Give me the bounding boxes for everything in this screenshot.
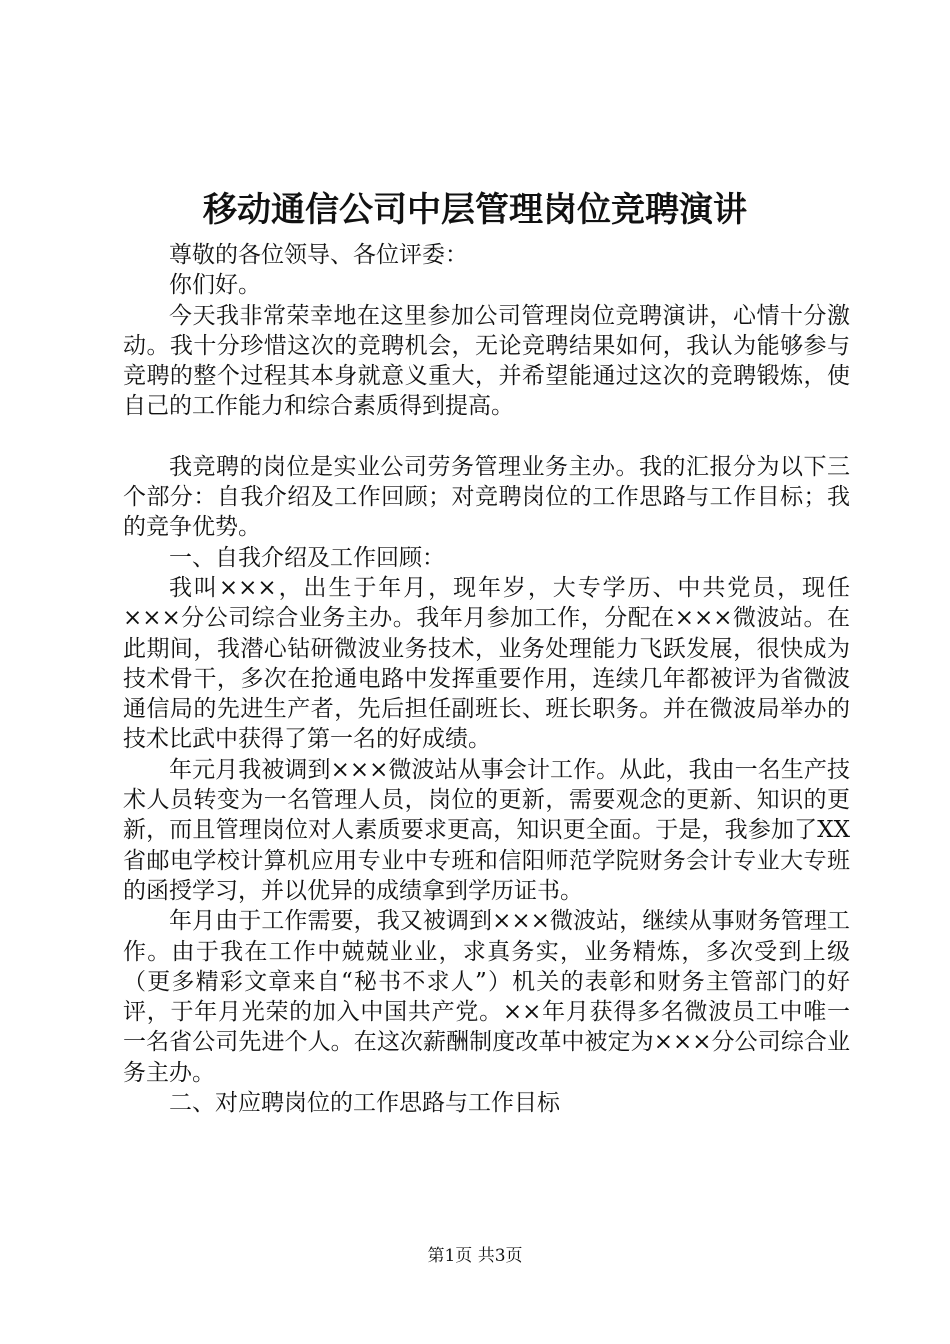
page-footer: 第1页 共3页 <box>427 1246 523 1266</box>
document-body <box>123 240 850 1118</box>
document-title: 移动通信公司中层管理岗位竞聘演讲 <box>203 190 747 230</box>
intro-paragraph: 今天我非常荣幸地在这里参加公司管理岗位竞聘演讲，心情十分激动。我十分珍惜这次的竞聘机会，无论竞聘结果如何，我认为能够参与竞聘的整个过程其本身就意义重大，并希望能通过这次的竞聘锻炼，使自己的工作能力和综合素质得到提高。 <box>123 302 850 420</box>
finance-paragraph: 年月由于工作需要，我又被调到×××微波站，继续从事财务管理工作。由于我在工作中兢兢业业，求真务实，业务精炼，多次受到上级（更多精彩文章来自“秘书不求人”）机关的表彰和财务主管部门的好评，于年月光荣的加入中国共产党。××年月获得多名微波员工中唯一一名省公司先进个人。在这次薪酬制度改革中被定为×××分公司综合业务主办。 <box>123 908 850 1086</box>
self-intro-paragraph: 我叫×××，出生于年月，现年岁，大专学历、中共党员，现任×××分公司综合业务主办。我年月参加工作，分配在×××微波站。在此期间，我潜心钻研微波业务技术，业务处理能力飞跃发展，很快成为技术骨干，多次在抢通电路中发挥重要作用，连续几年都被评为省微波通信局的先进生产者，先后担任副班长、班长职务。并在微波局举办的技术比武中获得了第一名的好成绩。 <box>123 574 850 753</box>
accounting-paragraph: 年元月我被调到×××微波站从事会计工作。从此，我由一名生产技术人员转变为一名管理人员，岗位的更新，需要观念的更新、知识的更新，而且管理岗位对人素质要求更高，知识更全面。于是，我参加了XX省邮电学校计算机应用专业中专班和信阳师范学院财务会计专业大专班的函授学习，并以优异的成绩拿到学历证书。 <box>123 756 850 904</box>
salutation-paragraph: 尊敬的各位领导、各位评委： <box>169 242 468 268</box>
position-paragraph: 我竞聘的岗位是实业公司劳务管理业务主办。我的汇报分为以下三个部分：自我介绍及工作回顾；对竞聘岗位的工作思路与工作目标；我的竞争优势。 <box>123 453 850 541</box>
greeting-paragraph: 你们好。 <box>169 272 261 299</box>
section-heading-1: 一、自我介绍及工作回顾： <box>169 544 445 571</box>
section-heading-2: 二、对应聘岗位的工作思路与工作目标 <box>169 1090 560 1117</box>
